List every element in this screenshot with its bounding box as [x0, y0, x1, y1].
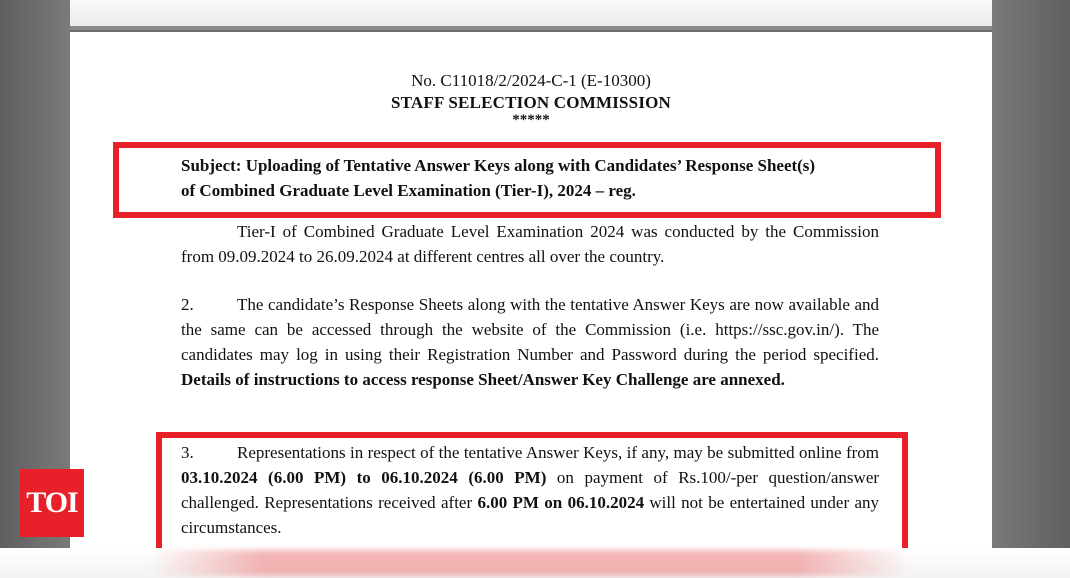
paragraph-3-text-c: will not be entertained under any circumstances.	[181, 493, 880, 537]
paragraph-2-text: The candidate’s Response Sheets along with the tentative Answer Keys are now available and the same can be accessed through the website of the Commission (i.e. https://ssc.gov.in/). The candidates may log in using their Registration Number and Password during the period specified.	[181, 295, 879, 364]
previous-page-edge	[70, 0, 992, 30]
next-page-edge	[0, 548, 1070, 578]
paragraph-1-text: Tier-I of Combined Graduate Level Examination 2024 was conducted by the Commission from 09.09.2024 to 26.09.2024 at different centres all over the country.	[181, 222, 879, 266]
paragraph-3-text-b: on payment of Rs.100/-per question/answer challenged. Representations received after	[181, 468, 880, 512]
paragraph-3	[181, 440, 879, 540]
paragraph-2	[181, 292, 879, 392]
backdrop-right	[992, 0, 1070, 578]
subject-line-2: of Combined Graduate Level Examination (Tier-I), 2024 – reg.	[181, 181, 636, 200]
document-page	[70, 32, 992, 548]
subject-text	[181, 153, 879, 203]
toi-logo	[20, 469, 84, 537]
toi-logo-text: TOI	[26, 486, 78, 519]
paragraph-3-text-a: Representations in respect of the tentative Answer Keys, if any, may be submitted online from	[237, 443, 879, 462]
paragraph-1	[181, 219, 879, 269]
separator-stars: *****	[512, 112, 550, 128]
paragraph-3-deadline: 6.00 PM on 06.10.2024	[477, 493, 645, 512]
subject-line-1: Subject: Uploading of Tentative Answer Keys along with Candidates’ Response Sheet(s)	[181, 156, 816, 175]
paragraph-2-bold: Details of instructions to access response Sheet/Answer Key Challenge are annexed.	[181, 370, 785, 389]
paragraph-3-number: 3.	[181, 443, 194, 462]
document-number: No. C11018/2/2024-C-1 (E-10300)	[411, 71, 651, 90]
paragraph-3-dates: 03.10.2024 (6.00 PM) to 06.10.2024 (6.00 PM)	[181, 468, 547, 487]
organization-name: STAFF SELECTION COMMISSION	[390, 93, 672, 112]
paragraph-2-number: 2.	[181, 295, 194, 314]
